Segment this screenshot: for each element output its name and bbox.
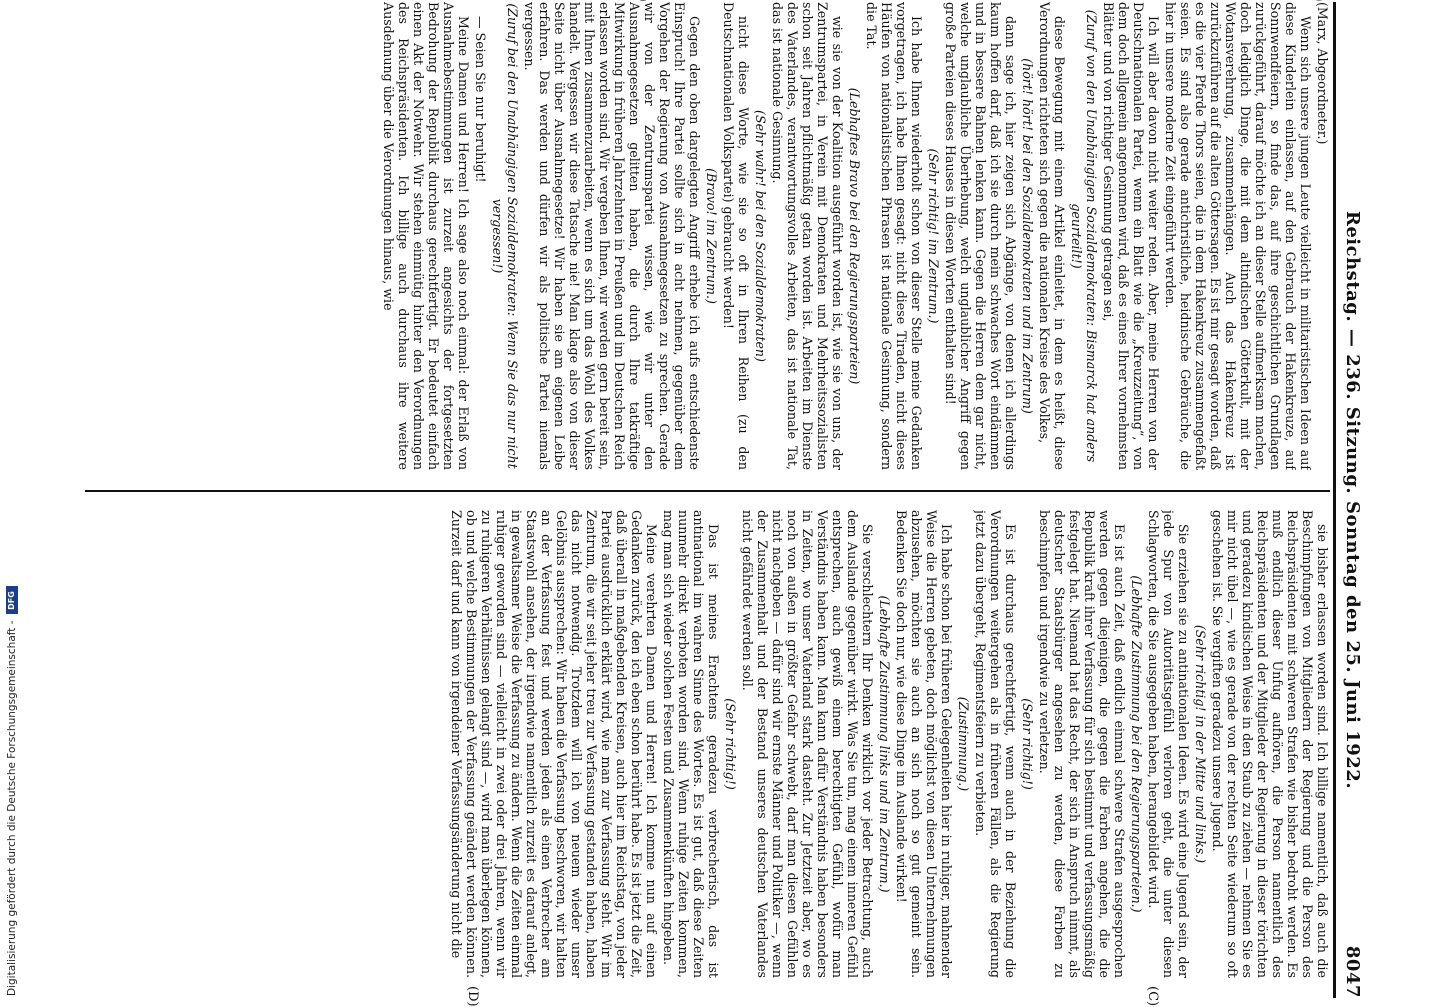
paragraph: wie sie von der Koalition ausgeführt worden ist, wie sie von uns, der Zentrumspartei, in Verein mit Demokraten und Mehrheitssozialisten schon seit Jahren pflichtmäßig getan worden ist. Arbeiten im Dienste des Vaterlandes, verantwortungsvolles Arbeiten, das ist nationale Tat, das ist nationale Gesinnung.	[770, 2, 845, 470]
interjection: (Sehr wahr! bei den Sozialdemokraten)	[753, 110, 768, 362]
paragraph: nicht diese Worte, wie sie so oft in Ihren Reihen (zu den Deutschnationalen Volkspartei) gebraucht werden!	[721, 2, 751, 470]
paragraph: diese Bewegung mit einem Artikel einleitet, in dem es heißt, diese Verordnungen richteten sich gegen die nationalen Kreise des Volkes,	[1037, 2, 1067, 470]
interjection: (Sehr richtig!)	[1020, 698, 1035, 790]
paragraph: Sie erziehen sie zu antinationalen Ideen. Es wird eine Jugend sein, der jede Spur von Autoritätsgefühl verloren geht, die unter diesen Schlagworten, die Sie ausgegeben haben, herangebildet wird.	[1146, 510, 1191, 978]
paragraph: Meine Damen und Herren! Ich sage also noch einmal: der Erlaß von Ausnahmebestimmungen ist zurzeit angesichts der fortgesetzten Bedrohung der Republik durchaus gerechtfertigt. Er bedeutet einfach einen Akt der Notwehr. Wir stehen einmütig hinter den Verordnungen des Reichspräsidenten. Ich billige auch durchaus ihre weitere Ausdehnung über die Verordnungen hinaus, wie	[381, 2, 471, 470]
paragraph: Ich habe schon bei früheren Gelegenheiten hier in ruhiger, mahnender Weise die Herren gebeten, doch möglichst von diesen Unternehmungen abzusehen, möchten sie auch an sich noch so gut gemeint sein. Bedenken Sie doch nur, wie diese Dinge im Auslande wirken!	[894, 510, 954, 978]
footer-credit	[2, 20, 26, 996]
column-divider	[85, 490, 1330, 492]
dfg-logo: DFG	[6, 586, 18, 614]
right-column	[85, 510, 1330, 978]
speaker-line: (Marx, Abgeordneter.)	[1315, 2, 1330, 145]
paragraph: Ich habe Ihnen wiederholt schon von dieser Stelle meine Gedanken vorgetragen, ich habe Ihnen gesagt: nicht diese Tiraden, nicht dieses Häufen von nationalistischen Phrasen ist nationale Gesinnung, sondern die Tat.	[864, 2, 924, 470]
interjection: (Sehr richtig!)	[723, 698, 738, 790]
interjection: (Lebhafte Zustimmung bei den Regierungsparteien.)	[1129, 575, 1144, 913]
interjection: (Sehr richtig! in der Mitte und links.)	[1193, 624, 1208, 864]
paragraph: Ich will aber davon nicht weiter reden. Aber, meine Herren von der Deutschnationalen Partei, wenn ein Blatt wie die „Kreuzzeitung“, von dem doch allgemein angenommen wird, daß es eines Ihrer vornehmsten Blätter und von richtiger Gesinnung getragen sei,	[1101, 2, 1161, 470]
margin-marker-d: (D)	[465, 986, 480, 1007]
interjection: (hört! hört! bei den Sozialdemokraten und im Zentrum)	[1020, 58, 1035, 414]
interjection: (Bravo! im Zentrum.)	[704, 168, 719, 304]
interjection: (Lebhaftes Bravo bei den Regierungsparteien)	[847, 87, 862, 385]
paragraph: Sie verschlechtern Ihr Denken wirklich vor jeder Betrachtung, auch dem Auslande gegenüber wirkt. Was Sie tun, mag einem inneren Gefühl entsprechen, auch gewiß einem berechtigten Gefühl, wofür man Verständnis haben kann. Man kann dafür Verständnis haben besonders in Zeiten, wo unser Vaterland stark dasteht. Zur Jetztzeit aber, wo es noch von außen in größter Gefahr schwebt, darf man diesen Gefühlen nicht nachgeben — dafür sind wir ernste Männer und Politiker —, wenn der Zusammenhalt und der Bestand unseres deutschen Vaterlandes nicht gefährdet werden soll.	[740, 510, 875, 978]
paragraph: Es ist durchaus gerechtfertigt, wenn auch in der Beziehung die Verordnungen weitergehen als in früheren Fällen, als die Regierung jetzt dazu übergeht, Regimentsfeiern zu verbieten.	[973, 510, 1018, 978]
paragraph: Wenn sich unsere jungen Leute vielleicht in militaristischen Ideen auf diese Kinderlein einlassen, auf den Gebrauch der Hakenkreuze, auf Sonnwendfeiern, so finde das, auf ihre geschichtlichen Grundlagen zurückgeführt, darauf möchte ich an dieser Stelle aufmerksam machen, doch lediglich Dinge, die mit dem altindischen Götterkult, mit der Wotansverehrung, zusammenhängen. Auch das Hakenkreuz ist zurückzuführen auf die alten Göttersagen. Es ist mir gesagt worden, daß es die vier Pferde Thors seien, die in dem Hakenkreuz zusammengefaßt seien. Es sind also gerade antichristliche, heidnische Gebräuche, die hier in unsere moderne Zeit eingeführt werden.	[1163, 2, 1313, 470]
footer-credit-text: Digitalisierung gefördert durch die Deutsche Forschungsgemeinschaft -	[6, 620, 18, 996]
interjection: (Zustimmung.)	[956, 696, 971, 792]
paragraph: — Seien Sie nur beruhigt!	[473, 16, 488, 183]
page-header	[1333, 2, 1370, 998]
paragraph: Das ist meines Erachtens geradezu verbrecherisch, das ist antinational im wahren Sinne des Wortes. Es ist gut, daß diese Zeiten nunmehr direkt verboten worden sind. Wenn ruhige Zeiten kommen, mag man sich wieder solchen Festen und Zusammenkünften hingeben.	[661, 510, 721, 978]
paragraph: Es ist auch Zeit, daß endlich einmal schwere Strafen ausgesprochen werden gegen diejenigen, die gegen die Farben angehen, die die Republik kraft ihrer Verfassung für sich bestimmt und verfassungsmäßig festgelegt hat. Niemand hat das Recht, der sich in Anspruch nimmt, als deutscher Staatsbürger angesehen zu werden, diese Farben zu beschimpfen und irgendwie zu verletzen.	[1037, 510, 1127, 978]
paragraph: Meine verehrten Damen und Herren! Ich komme nun auf einen Gedanken zurück, den ich eben schon berührt habe. Es ist jetzt die Zeit, daß überall in maßgebenden Kreisen, auch hier im Reichstag, von jeder Partei ausdrücklich erklärt wird, wie man zur Verfassung steht. Wir im Zentrum, die wir seit jeher treu zur Verfassung gestanden haben, haben das nicht notwendig. Trotzdem will ich von neuem wieder unser Gelöbnis aussprechen: Wir haben die Verfassung beschworen, wir halten an der Verfassung fest und werden jeden als einen Verbrecher am Staatswohl ansehen, der irgendwie namentlich zurzeit es darauf anlegt, in gewaltsamer Weise die Verfassung zu ändern. Wenn die Zeiten einmal ruhiger geworden sind — vielleicht in zwei oder drei Jahren, wenn wir zu ruhigeren Verhältnissen gelangt sind —, wird man überlegen können, ob und welche Bestimmungen der Verfassung geändert werden können. Zurzeit darf und kann von irgendeiner Verfassungsänderung nicht die	[449, 510, 659, 978]
interjection: (Lebhafte Zustimmung links und im Zentrum.)	[877, 595, 892, 893]
interjection: (Sehr richtig! im Zentrum.)	[926, 148, 941, 324]
paragraph: sie bisher erlassen worden sind. Ich billige namentlich, daß auch die Beschimpfungen von Mitgliedern der Regierung und die Person des Reichspräsidenten mit schweren Strafen wie bisher bedroht werden. Es muß endlich dieser Unfug aufhören, die Person namentlich des Reichspräsidenten und der Mitglieder der Regierung in dieser törichten und geradezu kindischen Weise in den Staub zu ziehen — nehmen Sie es mir nicht übel —, wie es gerade von der rechten Seite wiederum so oft geschehen ist. Sie vergiften geradezu unsere Jugend.	[1210, 510, 1330, 978]
rotated-page-content	[80, 2, 1370, 1007]
interjection: (Zuruf von den Unabhängigen Sozialdemokraten: Bismarck hat anders geurteilt!)	[1069, 9, 1099, 463]
left-column	[85, 2, 1330, 470]
footer-credit-line	[2, 20, 22, 996]
paragraph: Gegen den oben dargelegten Angriff erhebe ich aufs entschiedenste Einspruch! Ihre Partei sollte sich in acht nehmen, gegenüber dem Vorgehen der Regierung von Ausnahmegesetzen zu sprechen. Gerade wir von der Zentrumspartei wissen, wie wir unter den Ausnahmegesetzen gelitten haben, die durch Ihre tatkräftige Mitwirkung in früheren Jahrzehnten in Preußen und im Deutschen Reich erlassen worden sind. Wir vergeben Ihnen, wir werden gern bereit sein, mit Ihnen zusammenzuarbeiten, wenn es sich um das Wohl des Volkes handelt. Vergessen wir diese Tatsache nie! Man klage also von dieser Seite nicht über Ausnahmegesetze! Wir haben sie am eigenen Leibe erfahren. Das werden und dürfen wir als politische Partei niemals vergessen.	[522, 2, 702, 470]
interjection: (Zuruf bei den Unabhängigen Sozialdemokraten: Wenn Sie das nur nicht vergessen!)	[490, 3, 520, 469]
header-title: Reichstag. — 236. Sitzung. Sonntag den 25. Juni 1922.	[1342, 210, 1364, 790]
page-number: 8047	[1342, 945, 1364, 998]
margin-marker-c: (C)	[1145, 986, 1160, 1007]
paragraph: dann sage ich, hier zeigen sich Abgänge, von denen ich allerdings kaum hoffen darf, daß ich sie durch mein schwaches Wort eindämmen und in bessere Bahnen lenken kann. Gegen die Herren dem gar nicht, welche unglaubliche Überhebung, welch unglaublicher Angriff gegen große Parteien dieses Hauses in diesen Worten enthalten sind!	[943, 2, 1018, 470]
